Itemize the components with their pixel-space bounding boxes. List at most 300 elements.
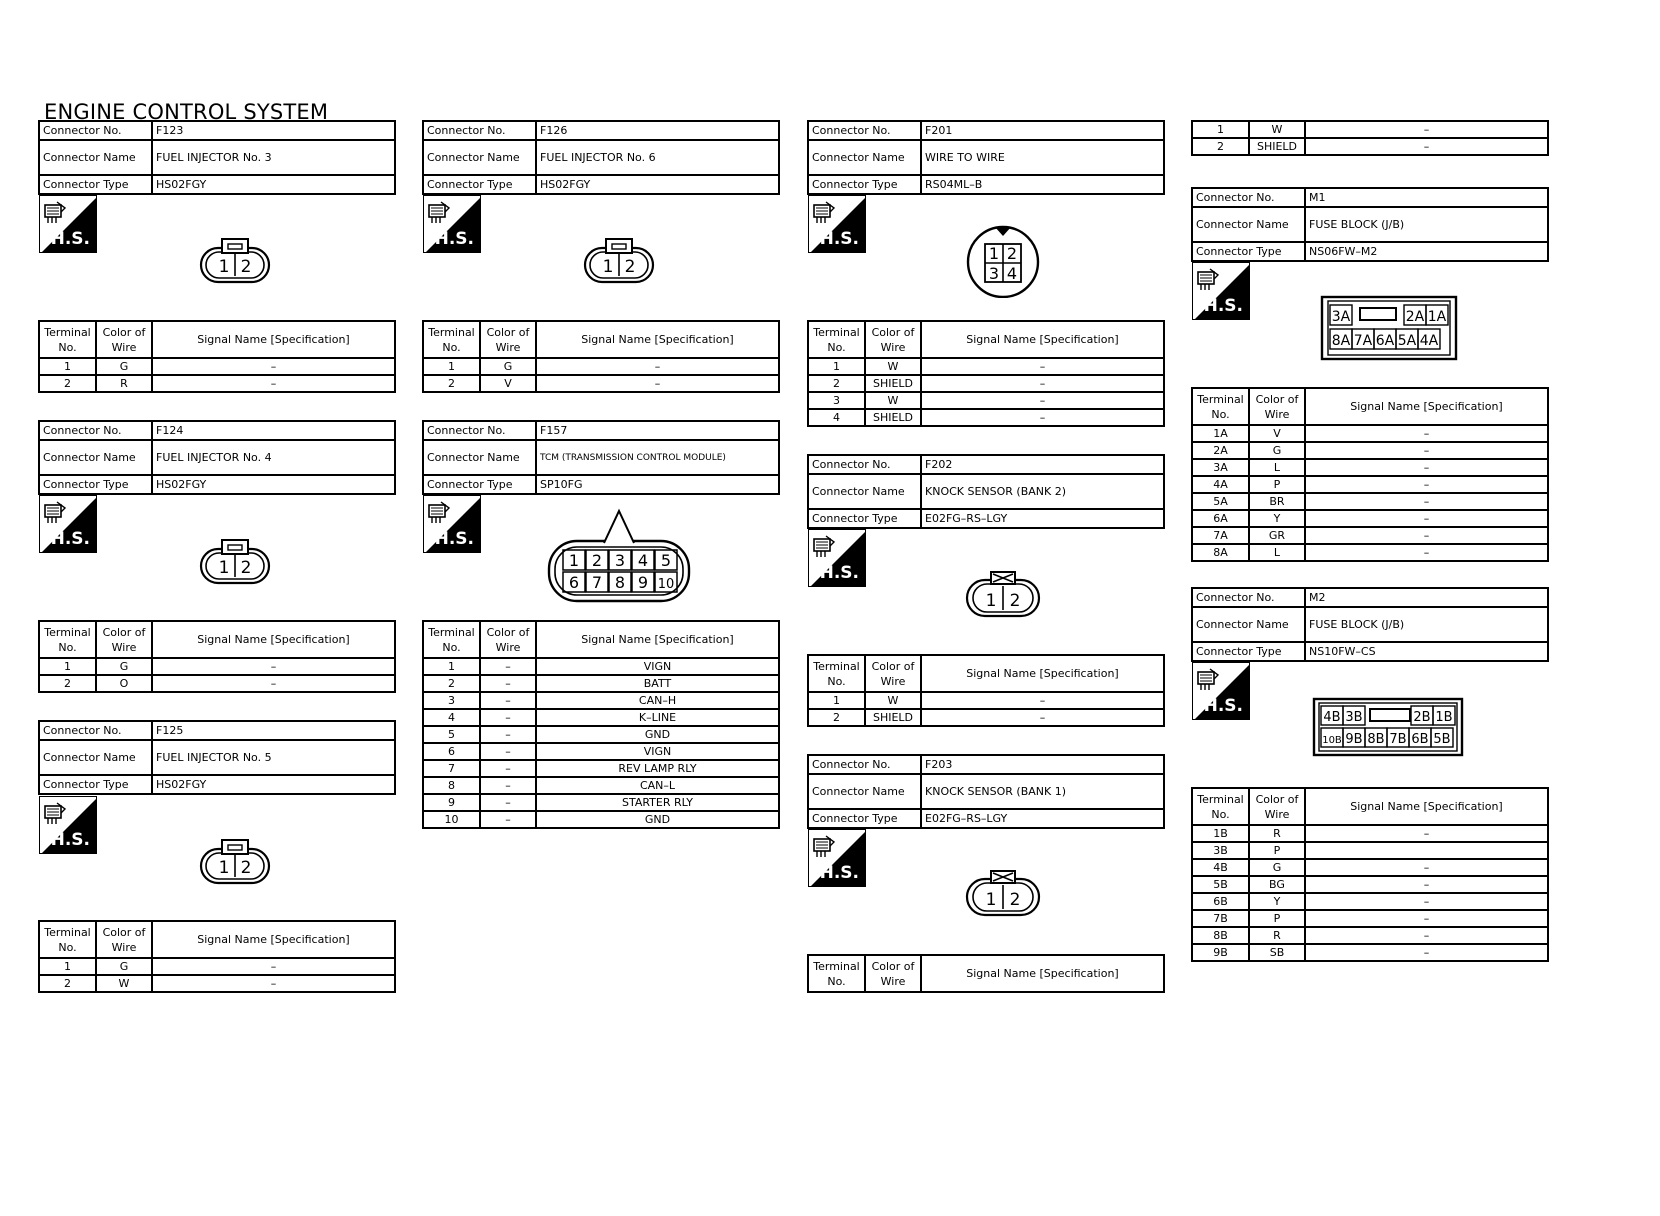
color-of-wire-header: Color of Wire (865, 321, 921, 358)
pin-label: 6B (1411, 732, 1429, 747)
table-row (423, 375, 779, 392)
color-of-wire-header: Color of Wire (480, 621, 536, 658)
signal-name: – (152, 975, 395, 992)
wire-color: SHIELD (865, 409, 921, 426)
hs-label: H.S. (434, 529, 474, 549)
table-header (1192, 388, 1548, 425)
terminal-table-f126 (422, 320, 780, 393)
terminal-no: 2 (808, 375, 865, 392)
pin-label: 1 (218, 257, 230, 277)
table-row (423, 743, 779, 760)
pin-label: 4A (1419, 333, 1439, 349)
terminal-table-f123 (38, 320, 396, 393)
table-row (1192, 842, 1548, 859)
signal-name-header: Signal Name [Specification] (921, 321, 1164, 358)
terminal-no: 3 (808, 392, 865, 409)
hs-label: H.S. (50, 529, 90, 549)
terminal-no: 2 (1192, 138, 1249, 155)
connector-diagram-m2 (1312, 697, 1464, 757)
connector-type: HS02FGY (152, 175, 395, 194)
table-header (1192, 788, 1548, 825)
terminal-no-header: Terminal No. (423, 621, 480, 658)
table-row (1192, 544, 1548, 561)
signal-name: – (1305, 425, 1548, 442)
pin-label: 2 (1009, 890, 1021, 910)
signal-name: – (1305, 527, 1548, 544)
wire-color: R (96, 375, 152, 392)
table-row (808, 392, 1164, 409)
signal-name: – (1305, 544, 1548, 561)
connector-name: KNOCK SENSOR (BANK 2) (921, 474, 1164, 509)
signal-name: GND (536, 726, 779, 743)
harness-side-icon (1192, 262, 1250, 320)
table-row (423, 760, 779, 777)
harness-side-icon (808, 529, 866, 587)
signal-name: – (921, 392, 1164, 409)
label-connector-name: Connector Name (423, 140, 536, 175)
pin-label: 9 (637, 573, 649, 592)
connector-diagram-f202 (964, 568, 1042, 622)
table-row (808, 692, 1164, 709)
table-row (808, 409, 1164, 426)
pin-label: 10B (1322, 735, 1342, 746)
connector-info-f125 (38, 720, 396, 795)
terminal-no-header: Terminal No. (423, 321, 480, 358)
terminal-no: 7A (1192, 527, 1249, 544)
connector-no: F126 (536, 121, 779, 140)
table-header (423, 621, 779, 658)
wire-color: G (96, 958, 152, 975)
table-row (423, 358, 779, 375)
label-connector-type: Connector Type (1192, 242, 1305, 261)
table-row (39, 375, 395, 392)
pin-label: 2 (240, 858, 252, 878)
table-header (39, 621, 395, 658)
table-row (39, 958, 395, 975)
pin-label: 4B (1323, 710, 1341, 725)
connector-name: KNOCK SENSOR (BANK 1) (921, 774, 1164, 809)
terminal-no: 1 (39, 658, 96, 675)
color-of-wire-header: Color of Wire (96, 921, 152, 958)
terminal-no-header: Terminal No. (39, 321, 96, 358)
label-connector-type: Connector Type (808, 509, 921, 528)
wire-color: – (480, 709, 536, 726)
connector-info-f203 (807, 754, 1165, 829)
label-connector-type: Connector Type (808, 809, 921, 828)
table-row (1192, 476, 1548, 493)
connector-type: HS02FGY (536, 175, 779, 194)
pin-label: 8A (1331, 333, 1351, 349)
wire-color: R (1249, 825, 1305, 842)
label-connector-no: Connector No. (39, 121, 152, 140)
wire-color: – (480, 726, 536, 743)
connector-info-m2 (1191, 587, 1549, 662)
harness-side-icon (39, 796, 97, 854)
connector-name: WIRE TO WIRE (921, 140, 1164, 175)
pin-label: 2A (1405, 309, 1425, 325)
terminal-no: 8 (423, 777, 480, 794)
signal-name-header: Signal Name [Specification] (152, 321, 395, 358)
terminal-no-header: Terminal No. (808, 955, 865, 992)
hs-label: H.S. (1203, 296, 1243, 316)
terminal-no: 4B (1192, 859, 1249, 876)
terminal-no: 4 (423, 709, 480, 726)
terminal-no: 2 (39, 375, 96, 392)
label-connector-name: Connector Name (39, 440, 152, 475)
pin-label: 3A (1331, 309, 1351, 325)
table-row (1192, 527, 1548, 544)
pin-label: 1 (985, 591, 997, 611)
wire-color: – (480, 692, 536, 709)
harness-side-icon (39, 195, 97, 253)
connector-info-f157 (422, 420, 780, 495)
terminal-table-f203 (807, 954, 1165, 993)
wire-color: G (96, 658, 152, 675)
pin-label: 7 (591, 573, 603, 592)
signal-name-header: Signal Name [Specification] (152, 621, 395, 658)
hand-icon (812, 200, 838, 226)
label-connector-type: Connector Type (423, 175, 536, 194)
signal-name: – (536, 375, 779, 392)
wire-color: SB (1249, 944, 1305, 961)
pin-label: 8 (614, 573, 626, 592)
wire-color: SHIELD (865, 709, 921, 726)
terminal-no: 7B (1192, 910, 1249, 927)
signal-name: CAN–L (536, 777, 779, 794)
label-connector-no: Connector No. (808, 755, 921, 774)
connector-diagram-f201 (964, 222, 1042, 298)
hs-label: H.S. (50, 229, 90, 249)
pin-label: 7B (1389, 732, 1407, 747)
wire-color: – (480, 811, 536, 828)
wire-color: P (1249, 476, 1305, 493)
pin-label: 2 (240, 257, 252, 277)
table-row (423, 675, 779, 692)
table-header (39, 321, 395, 358)
table-row (1192, 910, 1548, 927)
pin-label: 3 (988, 264, 1000, 283)
harness-side-icon (39, 495, 97, 553)
table-header (808, 655, 1164, 692)
hs-label: H.S. (50, 830, 90, 850)
pin-label: 2 (624, 257, 636, 277)
hs-label: H.S. (819, 863, 859, 883)
wire-color: O (96, 675, 152, 692)
terminal-no: 3B (1192, 842, 1249, 859)
color-of-wire-header: Color of Wire (865, 955, 921, 992)
label-connector-name: Connector Name (39, 140, 152, 175)
pin-label: 1 (985, 890, 997, 910)
label-connector-no: Connector No. (39, 721, 152, 740)
connector-name: FUEL INJECTOR No. 5 (152, 740, 395, 775)
signal-name: – (921, 358, 1164, 375)
connector-name: FUEL INJECTOR No. 4 (152, 440, 395, 475)
signal-name: – (921, 409, 1164, 426)
terminal-no-header: Terminal No. (39, 921, 96, 958)
wire-color: BR (1249, 493, 1305, 510)
signal-name-header: Signal Name [Specification] (152, 921, 395, 958)
table-row (1192, 425, 1548, 442)
table-row (39, 658, 395, 675)
table-row (423, 658, 779, 675)
pin-label: 4 (1006, 264, 1018, 283)
terminal-no: 2 (39, 675, 96, 692)
hand-icon (43, 801, 69, 827)
signal-name: – (1305, 476, 1548, 493)
terminal-table-f203-continued (1191, 120, 1549, 156)
hs-label: H.S. (434, 229, 474, 249)
connector-info-f202 (807, 454, 1165, 529)
pin-label: 10 (657, 577, 675, 592)
signal-name: – (1305, 876, 1548, 893)
wire-color: W (865, 392, 921, 409)
color-of-wire-header: Color of Wire (480, 321, 536, 358)
label-connector-no: Connector No. (808, 455, 921, 474)
connector-outline (1322, 297, 1456, 359)
signal-name: – (1305, 121, 1548, 138)
terminal-table-f157 (422, 620, 780, 829)
table-row (808, 358, 1164, 375)
color-of-wire-header: Color of Wire (96, 321, 152, 358)
signal-name-header: Signal Name [Specification] (1305, 788, 1548, 825)
connector-no: F124 (152, 421, 395, 440)
signal-name-header: Signal Name [Specification] (536, 321, 779, 358)
wire-color: V (480, 375, 536, 392)
connector-info-f124 (38, 420, 396, 495)
table-header (808, 321, 1164, 358)
table-row (1192, 510, 1548, 527)
terminal-no: 1 (39, 358, 96, 375)
terminal-no: 2 (808, 709, 865, 726)
wire-color: G (1249, 442, 1305, 459)
pin-label: 2 (591, 551, 603, 570)
wire-color: V (1249, 425, 1305, 442)
hand-icon (427, 500, 453, 526)
table-row (39, 675, 395, 692)
terminal-no-header: Terminal No. (1192, 388, 1249, 425)
terminal-no: 5B (1192, 876, 1249, 893)
label-connector-no: Connector No. (1192, 188, 1305, 207)
hand-icon (812, 834, 838, 860)
label-connector-no: Connector No. (423, 121, 536, 140)
connector-latch (222, 239, 248, 253)
terminal-no: 1 (423, 358, 480, 375)
label-connector-no: Connector No. (423, 421, 536, 440)
connector-info-f201 (807, 120, 1165, 195)
terminal-no: 2 (423, 375, 480, 392)
wire-color: – (480, 658, 536, 675)
connector-name: TCM (TRANSMISSION CONTROL MODULE) (536, 440, 779, 475)
table-row (1192, 121, 1548, 138)
signal-name: – (1305, 493, 1548, 510)
connector-info-f123 (38, 120, 396, 195)
terminal-no: 4A (1192, 476, 1249, 493)
wire-color: W (865, 692, 921, 709)
wire-color: R (1249, 927, 1305, 944)
table-row (1192, 893, 1548, 910)
terminal-no: 2A (1192, 442, 1249, 459)
connector-type: NS10FW–CS (1305, 642, 1548, 661)
wire-color: W (865, 358, 921, 375)
connector-latch (222, 540, 248, 554)
harness-side-icon (423, 195, 481, 253)
pin-label: 1 (218, 858, 230, 878)
signal-name (1305, 842, 1548, 859)
signal-name: – (152, 675, 395, 692)
terminal-no: 1 (39, 958, 96, 975)
hand-icon (1196, 267, 1222, 293)
label-connector-name: Connector Name (808, 140, 921, 175)
label-connector-name: Connector Name (808, 474, 921, 509)
signal-name: – (1305, 910, 1548, 927)
connector-name: FUEL INJECTOR No. 3 (152, 140, 395, 175)
signal-name: BATT (536, 675, 779, 692)
signal-name: – (1305, 927, 1548, 944)
connector-info-m1 (1191, 187, 1549, 262)
signal-name-header: Signal Name [Specification] (921, 655, 1164, 692)
signal-name: – (1305, 859, 1548, 876)
page-title: ENGINE CONTROL SYSTEM (44, 100, 329, 124)
wire-color: W (96, 975, 152, 992)
pin-label: 2 (1006, 244, 1018, 263)
signal-name-header: Signal Name [Specification] (921, 955, 1164, 992)
terminal-no: 9B (1192, 944, 1249, 961)
pin-label: 1B (1435, 710, 1453, 725)
connector-no: F203 (921, 755, 1164, 774)
label-connector-type: Connector Type (1192, 642, 1305, 661)
wire-color: P (1249, 910, 1305, 927)
connector-no: M2 (1305, 588, 1548, 607)
wire-color: – (480, 777, 536, 794)
harness-side-icon (808, 829, 866, 887)
table-row (1192, 944, 1548, 961)
wire-color: – (480, 675, 536, 692)
terminal-no: 5 (423, 726, 480, 743)
signal-name: – (536, 358, 779, 375)
terminal-no: 1A (1192, 425, 1249, 442)
connector-type: RS04ML–B (921, 175, 1164, 194)
terminal-no: 8A (1192, 544, 1249, 561)
connector-latch (222, 840, 248, 854)
wire-color: G (480, 358, 536, 375)
connector-latch (606, 239, 632, 253)
terminal-no: 3 (423, 692, 480, 709)
terminal-table-f201 (807, 320, 1165, 427)
pin-label: 5 (660, 551, 672, 570)
table-row (808, 709, 1164, 726)
pin-label: 5B (1433, 732, 1451, 747)
signal-name: – (1305, 510, 1548, 527)
signal-name: – (152, 658, 395, 675)
hs-label: H.S. (819, 229, 859, 249)
signal-name: VIGN (536, 743, 779, 760)
terminal-no: 9 (423, 794, 480, 811)
label-connector-name: Connector Name (39, 740, 152, 775)
color-of-wire-header: Color of Wire (865, 655, 921, 692)
table-row (1192, 138, 1548, 155)
table-row (1192, 459, 1548, 476)
table-row (1192, 493, 1548, 510)
key-triangle (604, 511, 634, 543)
label-connector-no: Connector No. (39, 421, 152, 440)
connector-type: HS02FGY (152, 475, 395, 494)
harness-side-icon (423, 495, 481, 553)
signal-name: CAN–H (536, 692, 779, 709)
terminal-no: 2 (39, 975, 96, 992)
pin-label: 3 (614, 551, 626, 570)
connector-no: F123 (152, 121, 395, 140)
signal-name: – (1305, 459, 1548, 476)
wire-color: G (96, 358, 152, 375)
signal-name: – (152, 958, 395, 975)
table-row (1192, 859, 1548, 876)
table-row (39, 358, 395, 375)
hand-icon (43, 500, 69, 526)
table-row (1192, 876, 1548, 893)
table-row (808, 375, 1164, 392)
pin-label: 6 (568, 573, 580, 592)
terminal-table-f124 (38, 620, 396, 693)
signal-name-header: Signal Name [Specification] (536, 621, 779, 658)
wire-color: SHIELD (1249, 138, 1305, 155)
label-connector-type: Connector Type (808, 175, 921, 194)
table-row (1192, 825, 1548, 842)
connector-diagram-m1 (1320, 295, 1458, 361)
wire-color: Y (1249, 893, 1305, 910)
terminal-table-m2 (1191, 787, 1549, 962)
signal-name: K–LINE (536, 709, 779, 726)
color-of-wire-header: Color of Wire (1249, 788, 1305, 825)
terminal-no-header: Terminal No. (1192, 788, 1249, 825)
table-row (1192, 442, 1548, 459)
wire-color: BG (1249, 876, 1305, 893)
table-row (1192, 927, 1548, 944)
signal-name: GND (536, 811, 779, 828)
terminal-no: 10 (423, 811, 480, 828)
terminal-no: 1B (1192, 825, 1249, 842)
wire-color: – (480, 794, 536, 811)
terminal-no: 8B (1192, 927, 1249, 944)
label-connector-no: Connector No. (1192, 588, 1305, 607)
signal-name: – (1305, 138, 1548, 155)
label-connector-type: Connector Type (39, 775, 152, 794)
terminal-no: 1 (808, 692, 865, 709)
connector-name: FUSE BLOCK (J/B) (1305, 607, 1548, 642)
table-header (808, 955, 1164, 992)
label-connector-name: Connector Name (1192, 207, 1305, 242)
signal-name: – (1305, 825, 1548, 842)
wire-color: G (1249, 859, 1305, 876)
label-connector-type: Connector Type (423, 475, 536, 494)
terminal-no: 6 (423, 743, 480, 760)
connector-type: E02FG–RS–LGY (921, 809, 1164, 828)
signal-name: REV LAMP RLY (536, 760, 779, 777)
pin-label: 1A (1427, 309, 1447, 325)
pin-label: 7A (1353, 333, 1373, 349)
signal-name: – (1305, 442, 1548, 459)
pin-label: 8B (1367, 732, 1385, 747)
connector-no: F201 (921, 121, 1164, 140)
pin-label: 2 (240, 558, 252, 578)
connector-type: HS02FGY (152, 775, 395, 794)
table-row (423, 777, 779, 794)
table-row (423, 709, 779, 726)
hs-label: H.S. (1203, 696, 1243, 716)
table-row (423, 794, 779, 811)
wire-color: SHIELD (865, 375, 921, 392)
pin-label: 2 (1009, 591, 1021, 611)
connector-name: FUEL INJECTOR No. 6 (536, 140, 779, 175)
